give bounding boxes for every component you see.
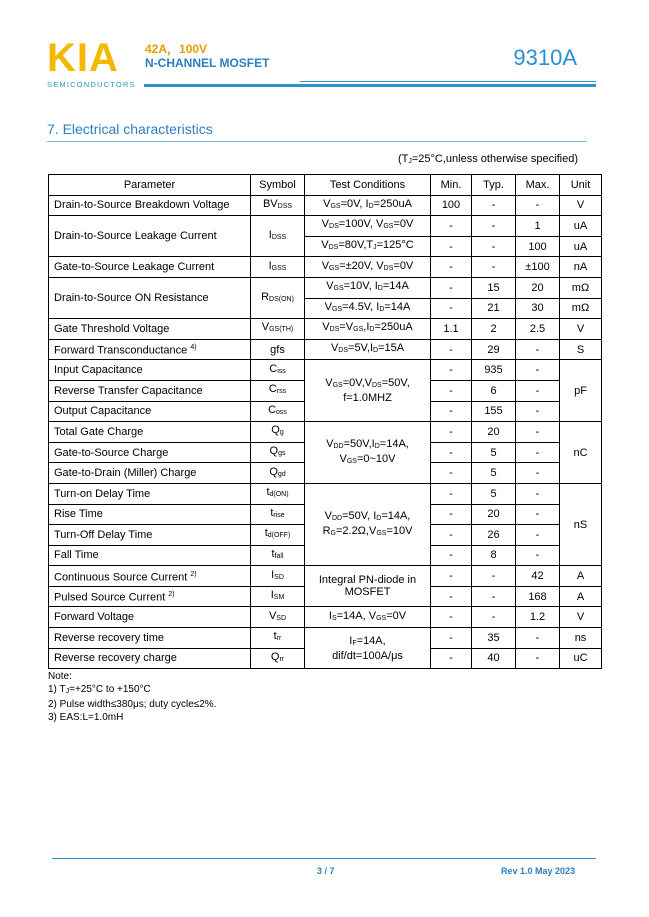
header-rule-thin xyxy=(300,81,596,82)
test-conditions-note: ($T_J=25^\circ C,unless$ otherwise specified) xyxy=(397,153,578,165)
table-notes xyxy=(48,670,216,724)
col-header: Parameter xyxy=(49,175,251,196)
table-row: Output Capacitance $C_{oss}$ - 155 - xyxy=(49,401,602,422)
col-header: Typ. xyxy=(472,175,516,196)
logo-subtitle: SEMICONDUCTORS xyxy=(47,80,136,89)
spec-rating: 42A，100V xyxy=(145,42,208,56)
table-row: Pulsed Source Current $^{2)}$ $I_{SM}$ - - 168 A xyxy=(49,586,602,607)
table-row: Gate-to-Source Leakage Current $I_{GSS}$ $V_{GS}=\pm 20V$, $V_{DS}=0V$ - - ±100 nA xyxy=(49,257,602,278)
col-header: Unit xyxy=(560,175,602,196)
table-row: $V_{DS}=80V,T_J=125^\circ C$ - - 100 uA xyxy=(49,236,602,257)
col-header: Min. xyxy=(431,175,472,196)
footer-rule xyxy=(52,858,596,859)
table-row: $V_{GS}=4.5V$, $I_D=14A$ - 21 30 mΩ xyxy=(49,298,602,319)
table-row: Rise Time $t_{rise}$ - 20 - xyxy=(49,504,602,525)
table-row: Turn-on Delay Time $t_{d(ON)}$ $V_{DD}=50V$, $I_D=14A$, $R_G=2.2\Omega,V_{GS}=10V$ - 5 - nS xyxy=(49,483,602,504)
table-row: Reverse recovery time $t_{rr}$ $I_F=14A$, dif/dt=100A/μs - 35 - ns xyxy=(49,628,602,649)
table-row: Continuous Source Current $^{2)}$ $I_{SD}$ Integral PN-diode in MOSFET - - 42 A xyxy=(49,566,602,587)
logo-text: KIA xyxy=(47,36,119,80)
table-row: Reverse Transfer Capacitance $C_{rss}$ - 6 - xyxy=(49,380,602,401)
revision-date: Rev 1.0 May 2023 xyxy=(500,866,575,876)
table-row: Drain-to-Source ON Resistance $R_{DS(ON)}$ $V_{GS}=10V$, $I_D=14A$ - 15 20 mΩ xyxy=(49,277,602,298)
table-header-row xyxy=(49,175,602,196)
notes-title: Note: xyxy=(48,671,72,682)
table-row: Gate-to-Drain (Miller) Charge $Q_{gd}$ - 5 - xyxy=(49,463,602,484)
note-1: 1) $T_J=+25^\circ C$ to +150°C xyxy=(48,684,151,695)
table-row: Forward Voltage $V_{SD}$ $I_S=14A$, $V_{GS}=0V$ - - 1.2 V xyxy=(49,607,602,628)
electrical-characteristics-table xyxy=(48,174,602,669)
note-2: 2) Pulse width≤380μs; duty cycle≤2%. xyxy=(48,699,217,710)
table-row: Drain-to-Source Breakdown Voltage $BV_{DSS}$ $V_{GS}=0V$, $I_D=250uA$ 100 - - V xyxy=(49,195,602,216)
header-rule xyxy=(144,84,596,87)
table-row: Total Gate Charge $Q_g$ $V_{DD}=50V,I_D=14A$, $V_{GS}=0\sim 10V$ - 20 - nC xyxy=(49,422,602,443)
part-number: 9310A xyxy=(513,45,577,70)
col-header: Symbol xyxy=(251,175,305,196)
section-title: 7. Electrical characteristics xyxy=(47,121,213,137)
table-row: Turn-Off Delay Time $t_{d(OFF)}$ - 26 - xyxy=(49,525,602,546)
table-row: Reverse recovery charge $Q_{rr}$ - 40 - uC xyxy=(49,648,602,669)
section-rule xyxy=(47,141,587,142)
note-3: 3) EAS:L=1.0mH xyxy=(48,712,124,723)
table-row: Gate Threshold Voltage $V_{GS(TH)}$ $V_{DS}=V_{GS},I_D=250uA$ 1.1 2 2.5 V xyxy=(49,319,602,340)
table-row: Gate-to-Source Charge $Q_{gs}$ - 5 - xyxy=(49,442,602,463)
page-number: 3 / 7 xyxy=(317,866,335,876)
table-row: Forward Transconductance $^{4)}$ gfs $V_{DS}=5V,I_D=15A$ - 29 - S xyxy=(49,339,602,360)
table-row: Input Capacitance $C_{iss}$ $V_{GS}=0V,V_{DS}=50V$, f=1.0MHZ - 935 - pF xyxy=(49,360,602,381)
company-logo xyxy=(47,38,136,89)
col-header: Test Conditions xyxy=(305,175,431,196)
col-header: Max. xyxy=(516,175,560,196)
product-spec xyxy=(145,42,269,70)
table-row: Drain-to-Source Leakage Current $I_{DSS}$ $V_{DS}=100V$, $V_{GS}=0V$ - - 1 uA xyxy=(49,216,602,237)
cond-cell: $V_{GS}=0V$, $I_D=250uA$ xyxy=(305,195,431,216)
spec-type: N-CHANNEL MOSFET xyxy=(145,56,270,70)
table-row: Fall Time $t_{fall}$ - 8 - xyxy=(49,545,602,566)
